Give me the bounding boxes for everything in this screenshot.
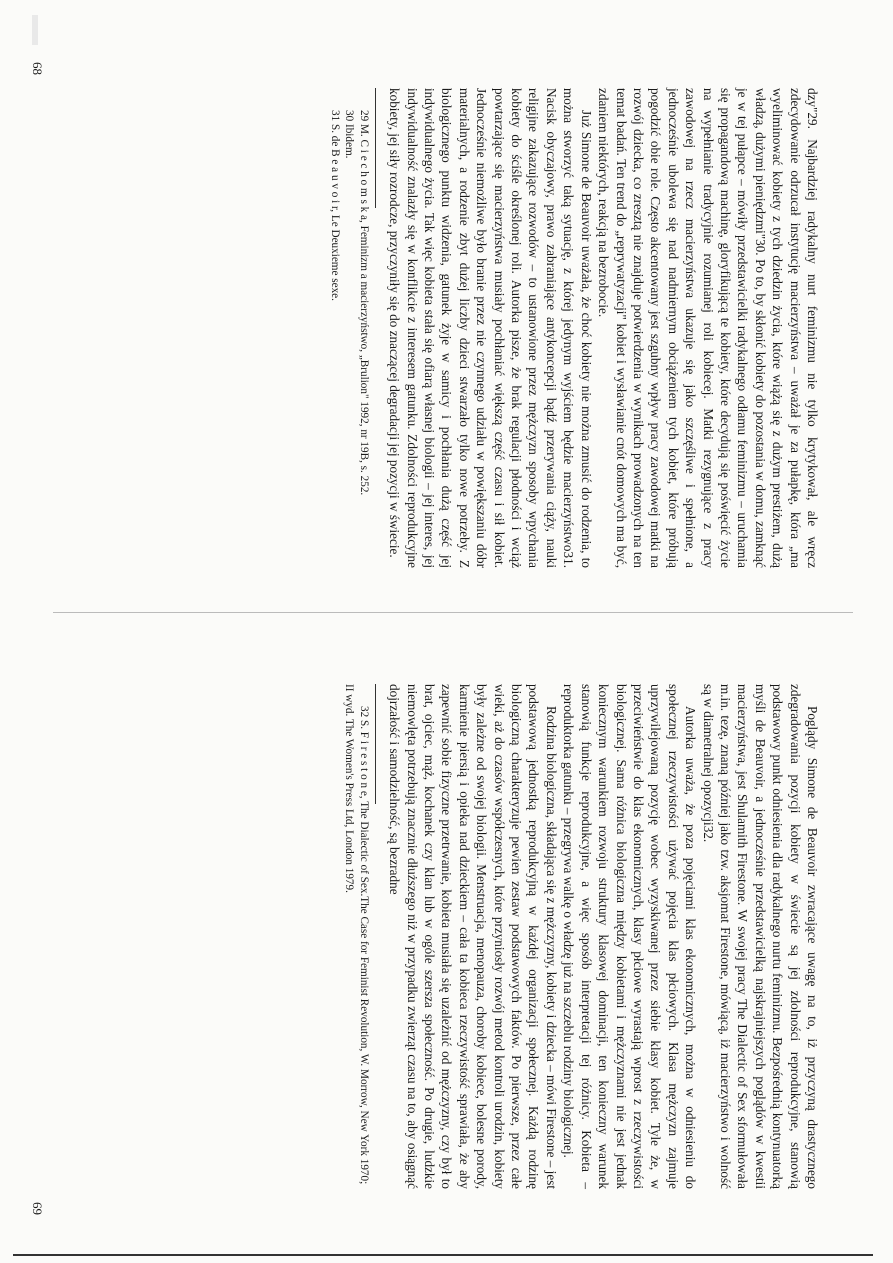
left-page [0, 0, 893, 615]
footnote-divider [375, 88, 376, 208]
paragraph: Autorka uważa, że poza pojęciami klas ekonomicznych, można w odniesieniu do społecznej rzeczywistości używać pojęcia klas płciowych. Klasa mężczyzn zajmuje uprzywilejowaną pozycję wobec wyzyskiwanej przez siebie klasy kobiet. Tyle że, w przeciwieństwie do klas ekonomicznych, klasy płciowe wyrastają wprost z rzeczywistości biologicznej. Sama różnica biologiczna między kobietami i mężczyznami nie jest jednak koniecznym warunkiem rozwoju struktury klasowej dominacji, ten konieczny warunek stanowią funkcje reprodukcyjne, a więc sposób interpretacji tej różnicy. Kobieta – reproduktorka gatunku – przegrywa walkę o władzę już na szczeblu rodziny biologicznej. [561, 684, 699, 1189]
paragraph: Poglądy Simone de Beauvoir zwracające uwagę na to, iż przyczyną drastycznego zdegradowania pozycji kobiety w świecie są jej zdolności reprodukcyjne, stanowią podstawowy punkt odniesienia dla radykalnego nurtu feminizmu. Bezpośrednią kontynuatorką myśli de Beauvoir, a jednocześnie przedstawicielką najskrajniejszych poglądów w kwestii macierzyństwa, jest Shulamith Firestone. W swojej pracy The Dialectic of Sex sformułowała m.in. tezę, znaną później jako tzw. aksjomat Firestone, mówiącą, iż macierzyństwo i wolność są w diametralnej opozycji32. [700, 684, 820, 1189]
right-page-body [342, 684, 821, 1189]
footnote-divider [375, 684, 376, 804]
footnote: 32 S. F i r e s t o n e, The Dialectic of Sex.The Case for Feminist Revolution, W. Morrow, New York 1970; II wyd. The Women's Press Ltd, London 1979. [343, 684, 370, 1185]
paragraph: dzy"29. Najbardziej radykalny nurt feminizmu nie tylko krytykował, ale wręcz zdecydowanie odrzucał instytucję macierzyństwa – uważał je za pułapkę, która „ma wyeliminować kobiety z tych dziedzin życia, które wiążą się z dużym prestiżem, dużą władzą, dużymi pieniędzmi"30. Po to, by skłonić kobiety do pozostania w domu, zamknąć je w tej pułapce – mówiły przedstawicielki radykalnego odłamu feminizmu – uruchamia się propagandową machinę, gloryfikującą te kobiety, które decydują się poświęcić życie na wypełnianie tradycyjnie rozumianej roli kobiecej. Matki rezygnujące z pracy zawodowej na rzecz macierzyństwa ukazuje się jako szczęśliwe i spełnione, a jednocześnie ubolewa się nad nadmiernym obciążeniem tych kobiet, które próbują pogodzić obie role. Często akcentowany jest szgubny wpływ pracy zawodowej matki na rozwój dziecka, co zresztą nie znajduje potwierdzenia w wynikach prowadzonych na ten temat badań. Ten trend do „reprywatyzacji" kobiet i wysławianie cnót domowych ma być, zdaniem niektórych, reakcją na bezrobocie. [596, 88, 820, 568]
paragraph: Już Simone de Beauvoir uważała, że choć kobiety nie można zmusić do rodzenia, to można stworzyć taką sytuację, z której jedynym wyjściem będzie macierzyństwo31. Nacisk obyczajowy, prawo zabraniające antykoncepcji bądź przerywania ciąży, nauki religijne zakazujące rozwodów – to ustanowione przez mężczyzn sposoby wpychania kobiety do ściśle określonej roli. Autorka pisze, że brak regulacji płodności i wciąż powtarzające się macierzyństwa musiały pochłaniać większą część czasu i sił kobiet. Jednocześnie niemożliwe było branie przez nie czynnego udziału w powiększaniu dóbr materialnych, a rodzenie zbyt dużej liczby dzieci stwarzało tylko nowe potrzeby. Z biologicznego punktu widzenia, gatunek żyje w samicy i pochłania dużą część jej indywidualnego życia. Tak więc kobieta stała się ofiarą własnej biologii – jej interes, jej indywidualność znalazły się w konflikcie z interesem gatunku. Zdolności reprodukcyjne kobiety, jej siły rozrodcze, przyczyniły się do znaczącej degradacji jej pozycji w świecie. [387, 88, 594, 568]
page-number: 68 [30, 62, 45, 75]
footnote: 30 Ibidem. [343, 110, 356, 159]
left-page-body [327, 88, 821, 568]
footnote: 29 M. C i e c h o m s k a, Feminizm a macierzyństwo, „Brulion" 1992, nr 19B, s. 252. [357, 110, 370, 496]
page-number: 69 [30, 1202, 45, 1215]
right-page [0, 632, 893, 1263]
footnote: 31 S. de B e a u v o i r, Le Deuxieme sexe. [328, 110, 341, 301]
paragraph: Rodzina biologiczna, składająca się z mężczyzny, kobiety i dziecka – mówi Firestone – jest podstawową jednostką reprodukcyjną w każdej organizacji społecznej. Każdą rodzinę biologiczną charakteryzuje pewien zestaw podstawowych faktów. Po pierwsze, przez całe wieki, aż do czasów współczesnych, które przyniosły rozwój metod kontroli urodzin, kobiety były zależne od swojej biologii. Menstruacja, menopauza, choroby kobiece, bolesne porody, karmienie piersią i opieka nad dzieckiem – cała ta kobieca rzeczywistość sprawiała, że aby zapewnić sobie fizyczne przetrwanie, kobieta musiała się uzależnić od mężczyzny, czy był to brat, ojciec, mąż, kochanek czy klan lub w ogóle szersza społeczność. Po drugie, ludzkie niemowlęta potrzebują znacznie dłuższego niż w przypadku zwierząt czasu na to, aby osiągnąć dojrzałość i samodzielność, są bezradne [387, 684, 559, 1189]
page-edge [13, 1254, 873, 1256]
scan-speck [32, 15, 38, 45]
gutter-divider [53, 612, 853, 613]
